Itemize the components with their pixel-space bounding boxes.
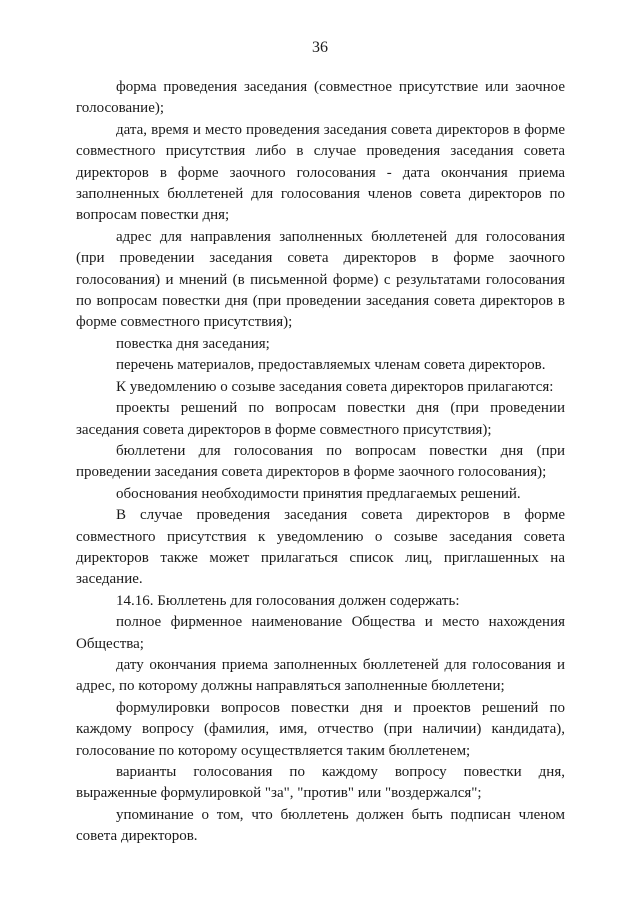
paragraph: бюллетени для голосования по вопросам повестки дня (при проведении заседания совета директоров в форме заочного голосования); bbox=[76, 442, 565, 481]
paragraph: формулировки вопросов повестки дня и проектов решений по каждому вопросу (фамилия, имя, отчество (при наличии) кандидата), голосование по которому осуществляется таким бюллетенем; bbox=[76, 699, 565, 759]
paragraph: К уведомлению о созыве заседания совета директоров прилагаются: bbox=[116, 378, 554, 395]
page-number: 36 bbox=[312, 39, 328, 56]
paragraph: повестка дня заседания; bbox=[116, 335, 270, 352]
paragraph: проекты решений по вопросам повестки дня (при проведении заседания совета директоров в форме совместного присутствия); bbox=[76, 400, 565, 438]
paragraph: дату окончания приема заполненных бюллетеней для голосования и адрес, по которому должны направляться заполненные бюллетени; bbox=[76, 656, 565, 695]
paragraph: полное фирменное наименование Общества и место нахождения Общества; bbox=[76, 614, 565, 652]
paragraph: обоснования необходимости принятия предлагаемых решений. bbox=[116, 485, 521, 502]
paragraph: упоминание о том, что бюллетень должен быть подписан членом совета директоров. bbox=[76, 806, 565, 845]
paragraph: дата, время и место проведения заседания совета директоров в форме совместного присутствия либо в случае проведения заседания совета директоров в форме заочного голосования - дата окончания приема заполненных бюллетеней для голосования членов совета директоров по вопросам повестки дня; bbox=[76, 121, 565, 224]
paragraph: варианты голосования по каждому вопросу повестки дня, выраженные формулировкой "за", "против" или "воздержался"; bbox=[76, 764, 565, 802]
paragraph: В случае проведения заседания совета директоров в форме совместного присутствия к уведомлению о созыве заседания совета директоров также может прилагаться список лиц, приглашенных на заседание. bbox=[76, 507, 565, 588]
document-body bbox=[76, 77, 565, 848]
paragraph: перечень материалов, предоставляемых членам совета директоров. bbox=[116, 357, 546, 374]
paragraph: форма проведения заседания (совместное присутствие или заочное голосование); bbox=[76, 79, 565, 117]
paragraph: адрес для направления заполненных бюллетеней для голосования (при проведении заседания совета директоров в форме заочного голосования) и мнений (в письменной форме) с результатами голосования по вопросам повестки дня (при проведении заседания совета директоров в форме совместного присутствия); bbox=[76, 228, 565, 331]
section-heading: 14.16. Бюллетень для голосования должен содержать: bbox=[116, 592, 460, 609]
